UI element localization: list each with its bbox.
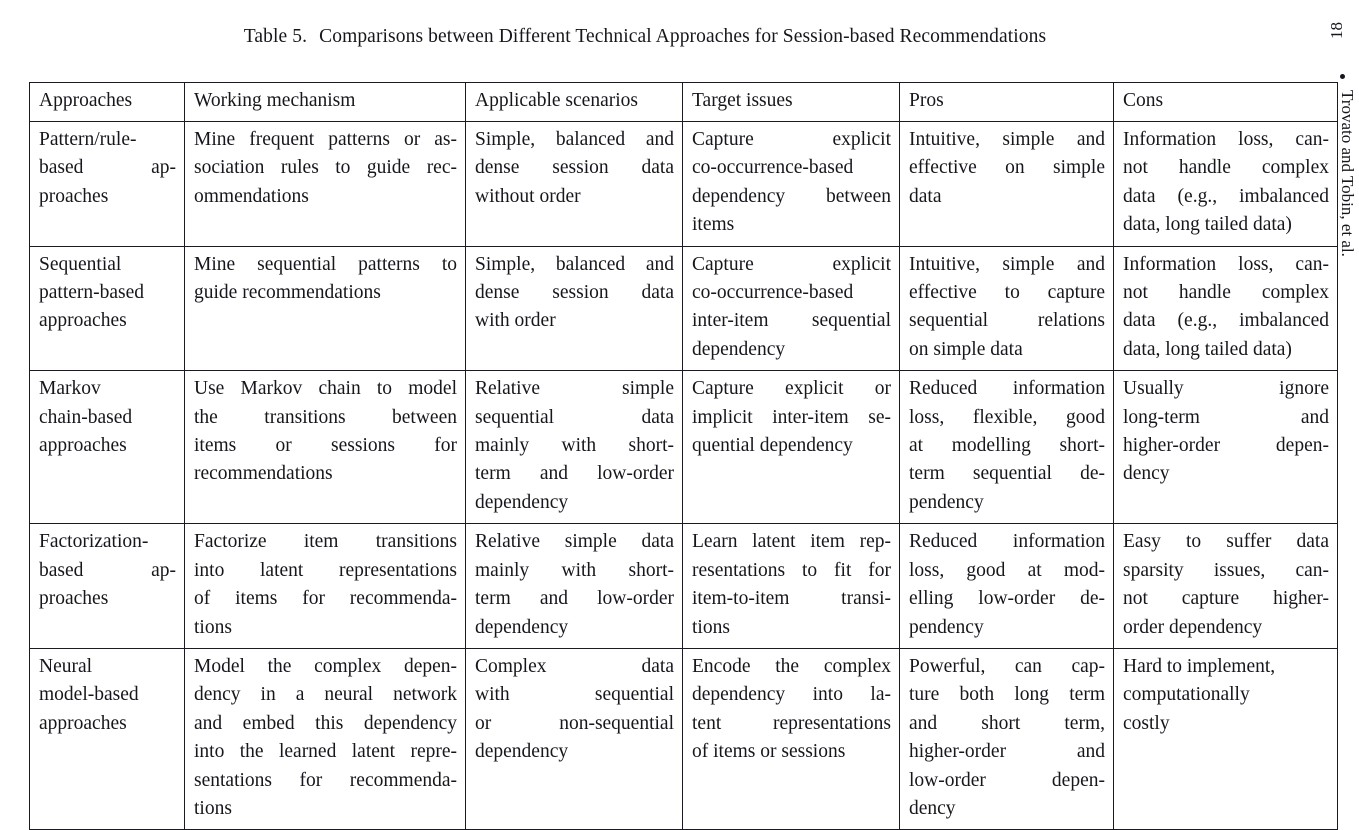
text-line: not handle complex <box>1123 282 1329 304</box>
text-line: dency in a neural network <box>194 684 457 706</box>
text-line: Pattern/rule- <box>39 129 137 150</box>
text-line: data (e.g., imbalanced <box>1123 185 1329 207</box>
text-line: dependency <box>475 741 569 763</box>
text-line: data, long tailed data) <box>1123 338 1292 360</box>
cell-working-mechanism <box>185 524 466 649</box>
cell-pros <box>900 648 1114 829</box>
cell-cons <box>1114 246 1338 371</box>
text-line: ommendations <box>194 185 309 207</box>
text-line: Information loss, can- <box>1123 253 1329 275</box>
text-line: elling low-order de- <box>909 588 1105 610</box>
text-line: implicit inter-item se- <box>692 406 891 428</box>
text-line: tent representations <box>692 712 891 734</box>
text-line: pendency <box>909 616 984 638</box>
text-line: Complex data <box>475 655 674 677</box>
text-line: higher-order and <box>909 741 1105 763</box>
text-line: with sequential <box>475 684 674 706</box>
cell-pros <box>900 246 1114 371</box>
cell-target-issues <box>683 648 900 829</box>
cell-working-mechanism <box>185 648 466 829</box>
table-caption-label: Table 5. <box>243 26 308 47</box>
text-line: based ap- <box>39 157 176 179</box>
text-line: Mine frequent patterns or as- <box>194 129 457 150</box>
text-line: Use Markov chain to model <box>194 378 457 400</box>
text-line: ture both long term <box>909 684 1105 706</box>
cell-cons <box>1114 524 1338 649</box>
table-caption <box>0 26 1290 48</box>
text-line: data (e.g., imbalanced <box>1123 310 1329 332</box>
text-line: Relative simple <box>475 378 674 400</box>
running-header-authors: Trovato and Tobin, et al. <box>1338 90 1357 257</box>
table-row <box>30 648 1338 829</box>
text-line: based ap- <box>39 559 176 581</box>
text-line: Capture explicit <box>692 253 891 275</box>
text-line: term and low-order <box>475 588 674 610</box>
text-line: quential dependency <box>692 435 853 457</box>
cell-applicable-scenarios <box>466 122 683 247</box>
comparison-table-wrapper <box>29 82 1337 830</box>
text-line: Sequential <box>39 253 122 275</box>
page-number: 18 <box>1327 22 1346 39</box>
text-line: chain-based <box>39 406 133 428</box>
text-line: the transitions between <box>194 406 457 428</box>
text-line: Usually ignore <box>1123 378 1329 400</box>
text-line: Capture explicit <box>692 129 891 150</box>
text-line: Intuitive, simple and <box>909 253 1105 275</box>
cell-target-issues <box>683 246 900 371</box>
text-line: loss, good at mod- <box>909 559 1105 581</box>
table-body <box>30 122 1338 830</box>
text-line: dependency between <box>692 185 891 207</box>
text-line: not capture higher- <box>1123 588 1329 610</box>
text-line: without order <box>475 185 581 207</box>
text-line: sequential relations <box>909 310 1105 332</box>
text-line: Factorization- <box>39 531 149 553</box>
text-line: resentations to fit for <box>692 559 891 581</box>
text-line: effective on simple <box>909 157 1105 179</box>
text-line: inter-item sequential <box>692 310 891 332</box>
text-line: loss, flexible, good <box>909 406 1105 428</box>
text-line: approaches <box>39 712 127 734</box>
text-line: guide recommendations <box>194 282 381 304</box>
table-header-row <box>30 83 1338 122</box>
cell-working-mechanism <box>185 246 466 371</box>
cell-cons <box>1114 122 1338 247</box>
text-line: Simple, balanced and <box>475 253 674 275</box>
text-line: and short term, <box>909 712 1105 734</box>
table-caption-text: Comparisons between Different Technical Approaches for Session-based Recommendations <box>319 26 1047 47</box>
text-line: not handle complex <box>1123 157 1329 179</box>
text-line: on simple data <box>909 338 1023 360</box>
cell-target-issues <box>683 371 900 524</box>
text-line: Easy to suffer data <box>1123 531 1329 553</box>
text-line: Relative simple data <box>475 531 674 553</box>
text-line: and embed this dependency <box>194 712 457 734</box>
table-row <box>30 122 1338 247</box>
text-line: Reduced information <box>909 531 1105 553</box>
cell-applicable-scenarios <box>466 648 683 829</box>
text-line: items or sessions for <box>194 435 457 457</box>
text-line: order dependency <box>1123 616 1263 638</box>
text-line: Hard to implement, <box>1123 655 1276 677</box>
text-line: proaches <box>39 588 109 610</box>
cell-working-mechanism <box>185 371 466 524</box>
cell-pros <box>900 524 1114 649</box>
text-line: approaches <box>39 310 127 332</box>
column-header-target-issues: Target issues <box>683 83 900 122</box>
cell-cons <box>1114 371 1338 524</box>
cell-approach <box>30 246 185 371</box>
text-line: model-based <box>39 684 139 706</box>
text-line: dependency <box>692 338 786 360</box>
text-line: tions <box>692 616 730 638</box>
cell-pros <box>900 371 1114 524</box>
text-line: Markov <box>39 378 101 400</box>
text-line: Factorize item transitions <box>194 531 457 553</box>
text-line: Capture explicit or <box>692 378 891 400</box>
text-line: dependency into la- <box>692 684 891 706</box>
text-line: proaches <box>39 185 109 207</box>
text-line: higher-order depen- <box>1123 435 1329 457</box>
text-line: Powerful, can cap- <box>909 655 1105 677</box>
text-line: into latent representations <box>194 559 457 581</box>
text-line: term and low-order <box>475 463 674 485</box>
text-line: dency <box>909 797 956 819</box>
table-row <box>30 371 1338 524</box>
text-line: Model the complex depen- <box>194 655 457 677</box>
cell-applicable-scenarios <box>466 371 683 524</box>
text-line: dense session data <box>475 157 674 179</box>
text-line: Mine sequential patterns to <box>194 253 457 275</box>
bullet-dot-icon <box>1340 74 1345 79</box>
text-line: sparsity issues, can- <box>1123 559 1329 581</box>
column-header-working-mechanism: Working mechanism <box>185 83 466 122</box>
text-line: recommendations <box>194 463 333 485</box>
text-line: tions <box>194 616 232 638</box>
cell-target-issues <box>683 122 900 247</box>
text-line: approaches <box>39 435 127 457</box>
cell-approach <box>30 122 185 247</box>
text-line: pattern-based <box>39 282 145 304</box>
cell-applicable-scenarios <box>466 246 683 371</box>
text-line: low-order depen- <box>909 769 1105 791</box>
text-line: Encode the complex <box>692 655 891 677</box>
text-line: effective to capture <box>909 282 1105 304</box>
text-line: items <box>692 214 735 236</box>
cell-pros <box>900 122 1114 247</box>
text-line: Learn latent item rep- <box>692 531 891 553</box>
column-header-pros: Pros <box>900 83 1114 122</box>
comparison-table <box>29 82 1338 830</box>
text-line: Intuitive, simple and <box>909 129 1105 150</box>
text-line: pendency <box>909 491 984 513</box>
text-line: at modelling short- <box>909 435 1105 457</box>
text-line: costly <box>1123 712 1170 734</box>
text-line: sentations for recommenda- <box>194 769 457 791</box>
column-header-cons: Cons <box>1114 83 1338 122</box>
text-line: computationally <box>1123 684 1250 706</box>
text-line: co-occurrence-based <box>692 157 854 179</box>
table-row <box>30 524 1338 649</box>
text-line: sequential data <box>475 406 674 428</box>
cell-approach <box>30 371 185 524</box>
text-line: of items or sessions <box>692 741 846 763</box>
text-line: co-occurrence-based <box>692 282 854 304</box>
column-header-approaches: Approaches <box>30 83 185 122</box>
cell-cons <box>1114 648 1338 829</box>
text-line: dependency <box>475 616 569 638</box>
text-line: Simple, balanced and <box>475 129 674 150</box>
text-line: mainly with short- <box>475 559 674 581</box>
cell-approach <box>30 524 185 649</box>
cell-approach <box>30 648 185 829</box>
text-line: with order <box>475 310 556 332</box>
cell-applicable-scenarios <box>466 524 683 649</box>
text-line: item-to-item transi- <box>692 588 891 610</box>
text-line: mainly with short- <box>475 435 674 457</box>
text-line: tions <box>194 797 232 819</box>
text-line: data, long tailed data) <box>1123 214 1292 236</box>
cell-target-issues <box>683 524 900 649</box>
text-line: sociation rules to guide rec- <box>194 157 457 179</box>
text-line: Information loss, can- <box>1123 129 1329 150</box>
text-line: Neural <box>39 655 93 677</box>
cell-working-mechanism <box>185 122 466 247</box>
text-line: dense session data <box>475 282 674 304</box>
text-line: term sequential de- <box>909 463 1105 485</box>
text-line: into the learned latent repre- <box>194 741 457 763</box>
table-row <box>30 246 1338 371</box>
text-line: Reduced information <box>909 378 1105 400</box>
text-line: dependency <box>475 491 569 513</box>
text-line: long-term and <box>1123 406 1329 428</box>
column-header-applicable-scenarios: Applicable scenarios <box>466 83 683 122</box>
text-line: of items for recommenda- <box>194 588 457 610</box>
text-line: data <box>909 185 942 207</box>
text-line: or non-sequential <box>475 712 674 734</box>
text-line: dency <box>1123 463 1170 485</box>
